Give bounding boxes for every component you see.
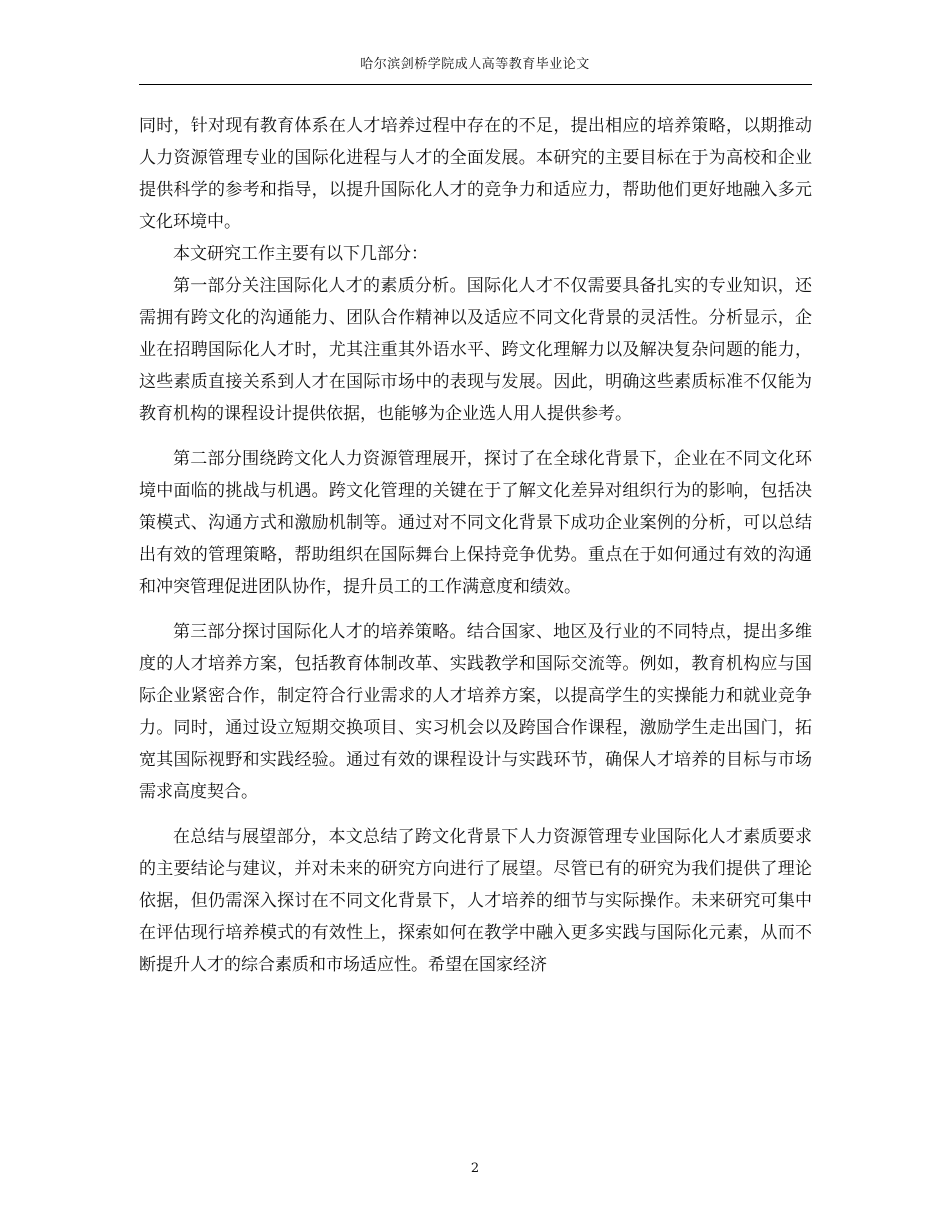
page-number: 2 xyxy=(470,1161,480,1176)
paragraph-outline-intro: 本文研究工作主要有以下几部分： xyxy=(173,244,428,264)
paragraph-part-three: 第三部分探讨国际化人才的培养策略。结合国家、地区及行业的不同特点，提出多维度的人才培养方案，包括教育体制改革、实践教学和国际交流等。例如，教育机构应与国际企业紧密合作，制定符合行业需求的人才培养方案，以提高学生的实操能力和就业竞争力。同时，通过设立短期交换项目、实习机会以及跨国合作课程，激励学生走出国门，拓宽其国际视野和实践经验。通过有效的课程设计与实践环节，确保人才培养的目标与市场需求高度契合。 xyxy=(139,622,812,802)
running-header: 哈尔滨剑桥学院成人高等教育毕业论文 xyxy=(360,57,590,72)
header-rule xyxy=(139,84,812,85)
body-text xyxy=(139,110,812,981)
paragraph-part-one: 第一部分关注国际化人才的素质分析。国际化人才不仅需要具备扎实的专业知识，还需拥有跨文化的沟通能力、团队合作精神以及适应不同文化背景的灵活性。分析显示，企业在招聘国际化人才时，尤其注重其外语水平、跨文化理解力以及解决复杂问题的能力，这些素质直接关系到人才在国际市场中的表现与发展。因此，明确这些素质标准不仅能为教育机构的课程设计提供依据，也能够为企业选人用人提供参考。 xyxy=(139,276,812,424)
paragraph-continuation: 同时，针对现有教育体系在人才培养过程中存在的不足，提出相应的培养策略，以期推动人力资源管理专业的国际化进程与人才的全面发展。本研究的主要目标在于为高校和企业提供科学的参考和指导，以提升国际化人才的竞争力和适应力，帮助他们更好地融入多元文化环境中。 xyxy=(139,116,812,232)
paragraph-summary-outlook: 在总结与展望部分，本文总结了跨文化背景下人力资源管理专业国际化人才素质要求的主要结论与建议，并对未来的研究方向进行了展望。尽管已有的研究为我们提供了理论依据，但仍需深入探讨在不同文化背景下，人才培养的细节与实际操作。未来研究可集中在评估现行培养模式的有效性上，探索如何在教学中融入更多实践与国际化元素，从而不断提升人才的综合素质和市场适应性。希望在国家经济 xyxy=(139,827,812,975)
paragraph-part-two: 第二部分围绕跨文化人力资源管理展开，探讨了在全球化背景下，企业在不同文化环境中面临的挑战与机遇。跨文化管理的关键在于了解文化差异对组织行为的影响，包括决策模式、沟通方式和激励机制等。通过对不同文化背景下成功企业案例的分析，可以总结出有效的管理策略，帮助组织在国际舞台上保持竞争优势。重点在于如何通过有效的沟通和冲突管理促进团队协作，提升员工的工作满意度和绩效。 xyxy=(139,449,812,597)
